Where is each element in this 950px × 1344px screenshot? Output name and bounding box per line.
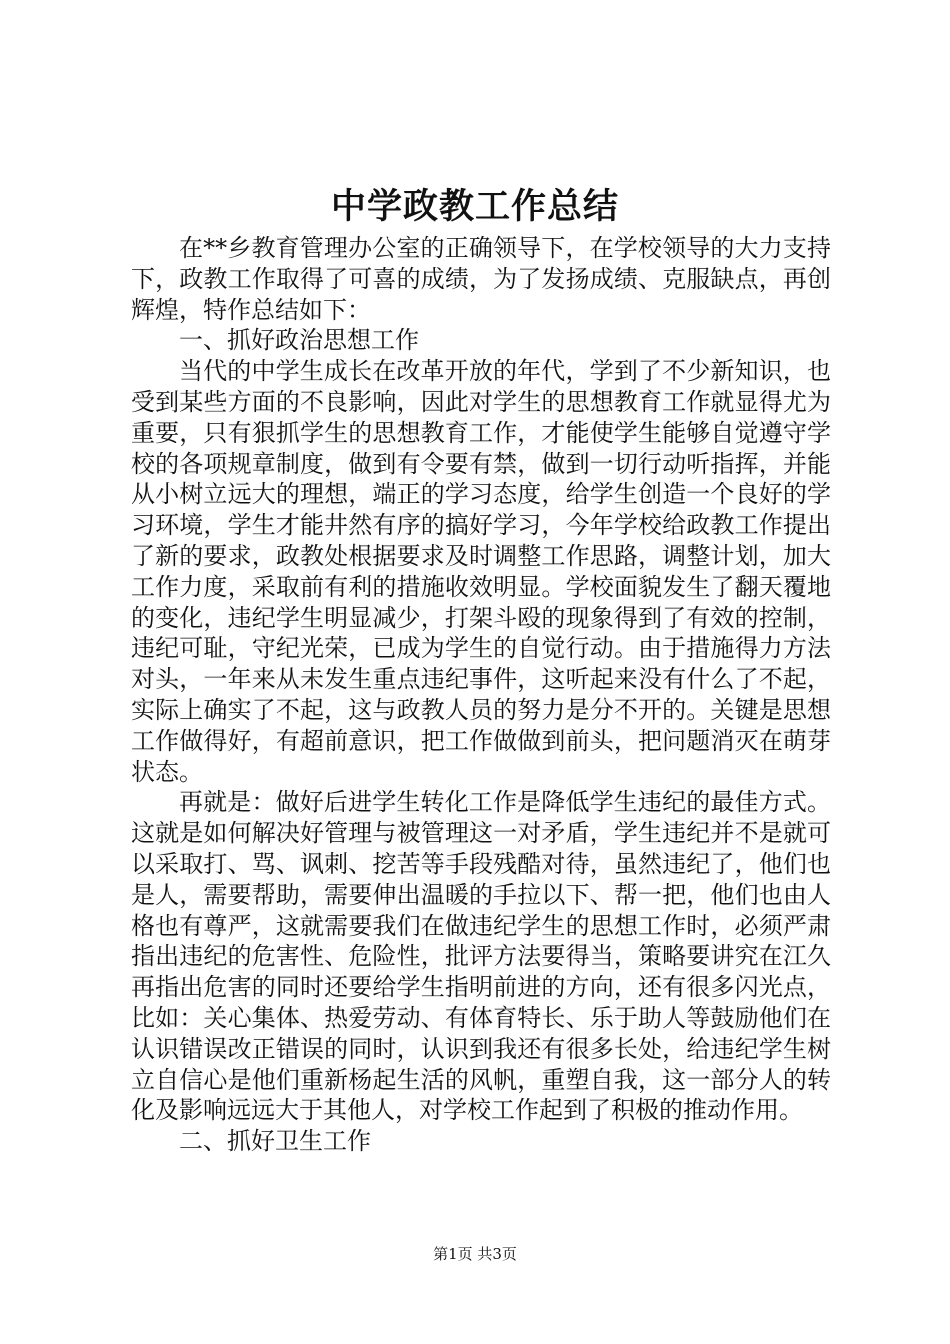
- paragraph-political-work: 当代的中学生成长在改革开放的年代，学到了不少新知识，也受到某些方面的不良影响，因此对学生的思想教育工作就显得尤为重要，只有狠抓学生的思想教育工作，才能使学生能够自觉遵守学校的各项规章制度，做到有令要有禁，做到一切行动听指挥，并能从小树立远大的理想，端正的学习态度，给学生创造一个良好的学习环境，学生才能井然有序的搞好学习，今年学校给政教工作提出了新的要求，政教处根据要求及时调整工作思路，调整计划，加大工作力度，采取前有利的措施收效明显。学校面貌发生了翻天覆地的变化，违纪学生明显减少，打架斗殴的现象得到了有效的控制，违纪可耻，守纪光荣，已成为学生的自觉行动。由于措施得力方法对头，一年来从未发生重点违纪事件，这听起来没有什么了不起，实际上确实了不起，这与政教人员的努力是分不开的。关键是思想工作做得好，有超前意识，把工作做做到前头，把问题消灭在萌芽状态。: [131, 357, 831, 786]
- paragraph-intro: 在**乡教育管理办公室的正确领导下，在学校领导的大力支持下，政教工作取得了可喜的成绩，为了发扬成绩、克服缺点，再创辉煌，特作总结如下：: [131, 234, 831, 324]
- document-title: 中学政教工作总结: [330, 186, 619, 227]
- document-body: [131, 233, 831, 1157]
- paragraph-student-transformation: 再就是：做好后进学生转化工作是降低学生违纪的最佳方式。这就是如何解决好管理与被管理这一对矛盾，学生违纪并不是就可以采取打、骂、讽刺、挖苦等手段残酷对待，虽然违纪了，他们也是人，需要帮助，需要伸出温暖的手拉以下、帮一把，他们也由人格也有尊严，这就需要我们在做违纪学生的思想工作时，必须严肃指出违纪的危害性、危险性，批评方法要得当，策略要讲究在江久再指出危害的同时还要给学生指明前进的方向，还有很多闪光点，比如：关心集体、热爱劳动、有体育特长、乐于助人等鼓励他们在认识错误改正错误的同时，认识到我还有很多长处，给违纪学生树立自信心是他们重新杨起生活的风帆，重塑自我，这一部分人的转化及影响远远大于其他人，对学校工作起到了积极的推动作用。: [131, 788, 831, 1125]
- section-heading-1: 一、抓好政治思想工作: [179, 326, 419, 355]
- page-footer: 第1页 共3页: [433, 1245, 517, 1263]
- section-heading-2: 二、抓好卫生工作: [179, 1127, 371, 1156]
